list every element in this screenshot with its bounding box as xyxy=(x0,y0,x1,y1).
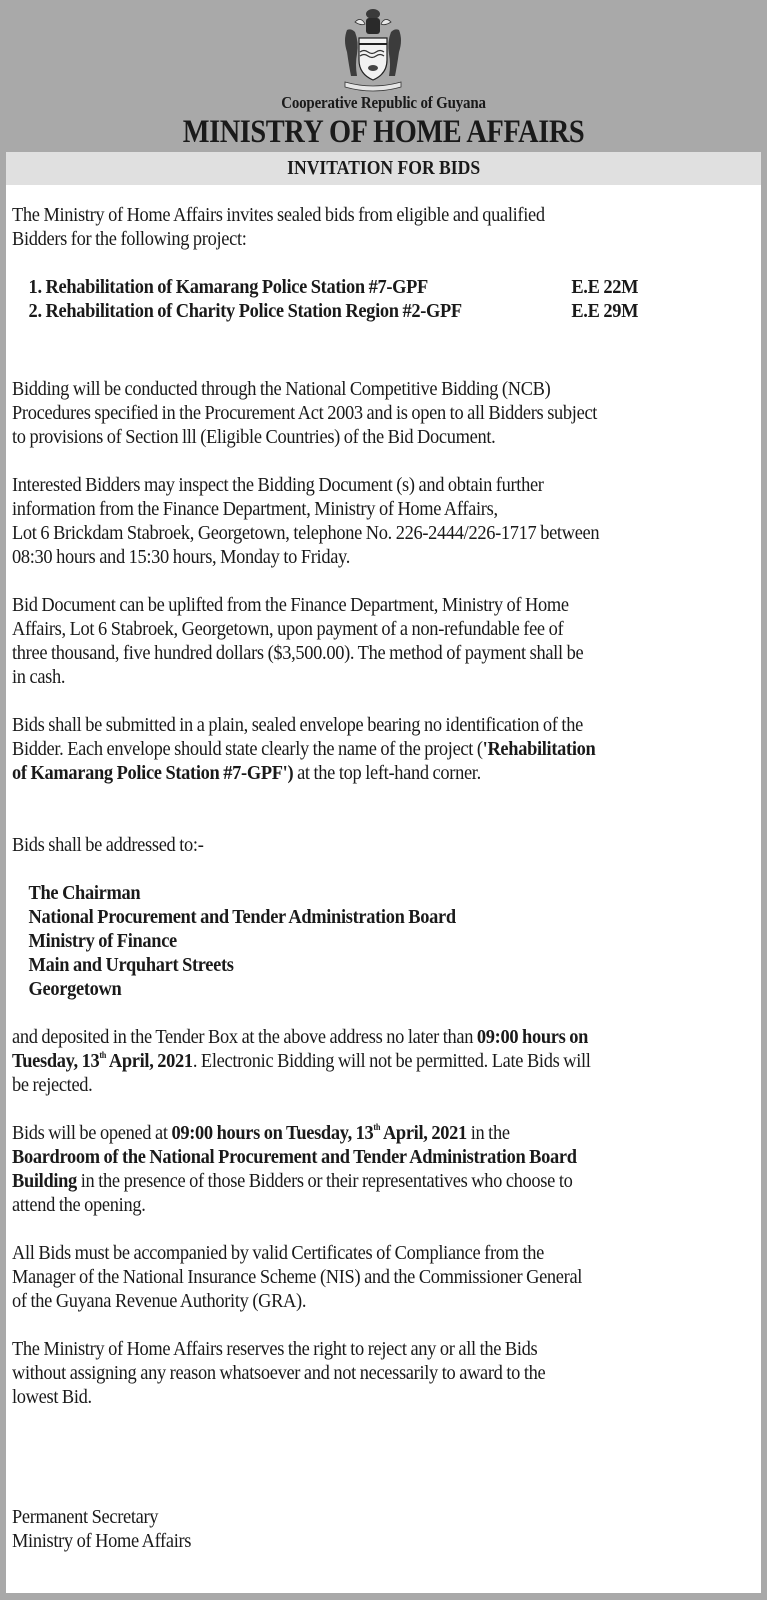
project-estimate: E.E 22M xyxy=(571,276,639,298)
signatory-organization: Ministry of Home Affairs xyxy=(12,1530,192,1552)
text-line: Bidder. Each envelope should state clearly the name of the project ( xyxy=(12,738,483,760)
project-estimate: E.E 29M xyxy=(571,300,639,322)
ministry-title: MINISTRY OF HOME AFFAIRS xyxy=(182,114,585,150)
text-line: attend the opening. xyxy=(12,1194,146,1216)
header xyxy=(0,0,767,152)
coat-of-arms-icon xyxy=(337,6,409,92)
ordinal-suffix: th xyxy=(99,1050,107,1060)
text-line: in cash. xyxy=(12,666,66,688)
address-line: Ministry of Finance xyxy=(28,930,177,952)
text-line: Lot 6 Brickdam Stabroek, Georgetown, telephone No. 226-2444/226-1717 between xyxy=(12,522,600,544)
notice-body xyxy=(6,185,761,1593)
compliance-paragraph xyxy=(12,1241,755,1313)
text-line: be rejected. xyxy=(12,1074,93,1096)
text-line: The Ministry of Home Affairs reserves the right to reject any or all the Bids xyxy=(12,1338,538,1360)
project-list xyxy=(12,275,755,323)
text-line: at the top left-hand corner. xyxy=(293,762,481,784)
text-line: three thousand, five hundred dollars ($3,500.00). The method of payment shall be xyxy=(12,642,584,664)
project-item xyxy=(29,275,756,299)
project-reference-bold: 'Rehabilitation xyxy=(482,738,596,760)
text-line: in the presence of those Bidders or their representatives who choose to xyxy=(76,1170,573,1192)
text-line: in the xyxy=(466,1122,510,1144)
address-line: The Chairman xyxy=(28,882,141,904)
text-line: Affairs, Lot 6 Stabroek, Georgetown, upon payment of a non-refundable fee of xyxy=(12,618,564,640)
bidding-procedure-paragraph xyxy=(12,377,755,449)
opening-datetime xyxy=(171,1122,466,1144)
text-line: information from the Finance Department, Ministry of Home Affairs, xyxy=(12,498,498,520)
project-name: 1. Rehabilitation of Kamarang Police Station #7-GPF xyxy=(28,276,428,298)
text-line: Bids shall be submitted in a plain, sealed envelope bearing no identification of the xyxy=(12,714,583,736)
signature-block xyxy=(12,1505,755,1553)
text-line: Bid Document can be uplifted from the Finance Department, Ministry of Home xyxy=(12,594,569,616)
text-line: without assigning any reason whatsoever and not necessarily to award to the xyxy=(12,1362,546,1384)
inspection-paragraph xyxy=(12,473,755,569)
bid-opening-paragraph xyxy=(12,1121,755,1217)
text-line: Interested Bidders may inspect the Bidding Document (s) and obtain further xyxy=(12,474,544,496)
mailing-address xyxy=(12,881,755,1001)
reservation-paragraph xyxy=(12,1337,755,1409)
text-line: Procedures specified in the Procurement Act 2003 and is open to all Bidders subject xyxy=(12,402,598,424)
deadline-bold: 09:00 hours on xyxy=(476,1026,589,1048)
text-line: Manager of the National Insurance Scheme (NIS) and the Commissioner General xyxy=(12,1266,583,1288)
ordinal-suffix: th xyxy=(373,1122,381,1132)
notice-content xyxy=(12,203,755,1553)
address-intro: Bids shall be addressed to:- xyxy=(12,834,204,856)
deadline-day: Tuesday, 13 xyxy=(12,1050,100,1072)
intro-line-1: The Ministry of Home Affairs invites sealed bids from eligible and qualified xyxy=(12,204,545,226)
text-line: 08:30 hours and 15:30 hours, Monday to Friday. xyxy=(12,546,351,568)
text-line: and deposited in the Tender Box at the above address no later than xyxy=(12,1026,477,1048)
opening-month-year: April, 2021 xyxy=(380,1122,467,1144)
country-name: Cooperative Republic of Guyana xyxy=(281,93,486,112)
text-line: Bidding will be conducted through the National Competitive Bidding (NCB) xyxy=(12,378,551,400)
text-line: Bids will be opened at xyxy=(12,1122,172,1144)
deposit-deadline-paragraph xyxy=(12,1025,755,1097)
text-line: to provisions of Section lll (Eligible Countries) of the Bid Document. xyxy=(12,426,496,448)
banner-title: INVITATION FOR BIDS xyxy=(287,157,480,179)
intro-line-2: Bidders for the following project: xyxy=(12,228,247,250)
deadline-month-year: April, 2021 xyxy=(106,1050,193,1072)
project-name: 2. Rehabilitation of Charity Police Station Region #2-GPF xyxy=(28,300,462,322)
text-line: . Electronic Bidding will not be permitted. Late Bids will xyxy=(192,1050,591,1072)
deadline-date xyxy=(12,1050,193,1072)
text-line: All Bids must be accompanied by valid Certificates of Compliance from the xyxy=(12,1242,544,1264)
signatory-title: Permanent Secretary xyxy=(12,1506,159,1528)
opening-venue: Building xyxy=(12,1170,77,1192)
uplift-fee-paragraph xyxy=(12,593,755,689)
submission-paragraph xyxy=(12,713,755,785)
text-line: lowest Bid. xyxy=(12,1386,92,1408)
address-line: National Procurement and Tender Administration Board xyxy=(28,906,456,928)
intro-paragraph xyxy=(12,203,755,251)
address-line: Georgetown xyxy=(28,978,122,1000)
banner-invitation-for-bids xyxy=(6,152,761,185)
text-line: of the Guyana Revenue Authority (GRA). xyxy=(12,1290,307,1312)
address-line: Main and Urquhart Streets xyxy=(28,954,234,976)
opening-time-day: 09:00 hours on Tuesday, 13 xyxy=(171,1122,374,1144)
opening-venue: Boardroom of the National Procurement and Tender Administration Board xyxy=(12,1146,577,1168)
project-reference-bold: of Kamarang Police Station #7-GPF') xyxy=(12,762,294,784)
project-item xyxy=(29,299,756,323)
